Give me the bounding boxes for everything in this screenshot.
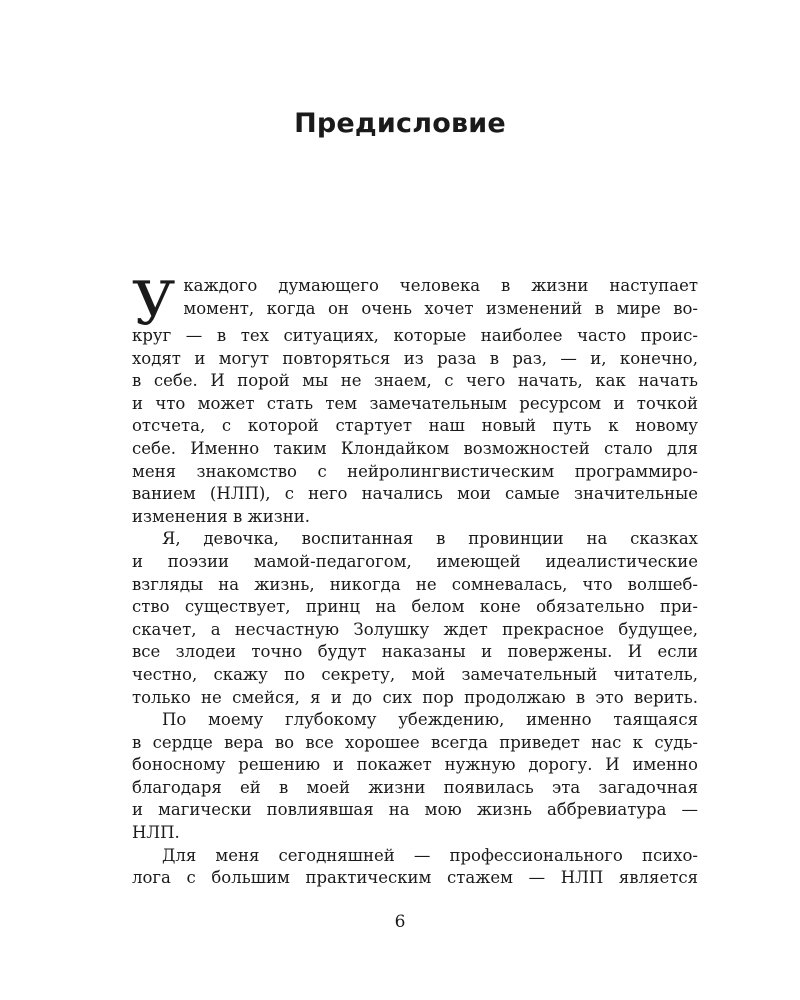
text-line: и поэзии мамой-педагогом, имеющей идеалистические [132, 551, 698, 571]
text-line: взгляды на жизнь, никогда не сомневалась, что волшеб- [132, 574, 698, 594]
page-number: 6 [394, 912, 406, 932]
text-line: По моему глубокому убеждению, именно таящаяся [162, 710, 698, 730]
text-line: ходят и могут повторяться из раза в раз, — и, конечно, [132, 348, 698, 368]
page-title: Предисловие [294, 108, 506, 139]
text-line: в сердце вера во все хорошее всегда приведет нас к судь- [132, 732, 698, 752]
body-text [132, 269, 698, 890]
text-line: Для меня сегодняшней — профессионального психо- [162, 845, 698, 865]
text-line: отсчета, с которой стартует наш новый путь к новому [132, 416, 698, 436]
paragraph-4 [132, 845, 698, 890]
paragraph-3 [132, 709, 698, 845]
text-line: боносному решению и покажет нужную дорогу. И именно [132, 755, 698, 775]
text-line: себе. Именно таким Клондайком возможностей стало для [132, 438, 698, 458]
text-line: лога с большим практическим стажем — НЛП является [132, 868, 698, 888]
text-line: честно, скажу по секрету, мой замечательный читатель, [132, 664, 698, 684]
text-line: ство существует, принц на белом коне обязательно при- [132, 597, 698, 617]
text-line: каждого думающего человека в жизни наступает [183, 276, 698, 295]
drop-cap: У [132, 269, 176, 339]
text-line: меня знакомство с нейролингвистическим программиро- [132, 461, 698, 481]
paragraph-2 [132, 528, 698, 709]
text-line: и магически повлиявшая на мою жизнь аббревиатура — [132, 800, 698, 820]
text-line: круг — в тех ситуациях, которые наиболее часто проис- [132, 326, 698, 345]
text-line: и что может стать тем замечательным ресурсом и точкой [132, 393, 698, 413]
text-line: Я, девочка, воспитанная в провинции на сказках [162, 529, 698, 549]
text-line: НЛП. [132, 823, 180, 843]
text-line: скачет, а несчастную Золушку ждет прекрасное будущее, [132, 619, 698, 639]
paragraph-1 [132, 269, 698, 528]
text-line: все злодеи точно будут наказаны и повержены. И если [132, 642, 698, 662]
text-line: изменения в жизни. [132, 506, 310, 526]
text-line: ванием (НЛП), с него начались мои самые значительные [132, 484, 698, 504]
text-line: момент, когда он очень хочет изменений в мире во- [183, 298, 698, 318]
text-line: благодаря ей в моей жизни появилась эта загадочная [132, 777, 698, 797]
text-line: только не смейся, я и до сих пор продолжаю в это верить. [132, 687, 698, 707]
text-line: в себе. И порой мы не знаем, с чего начать, как начать [132, 371, 698, 391]
